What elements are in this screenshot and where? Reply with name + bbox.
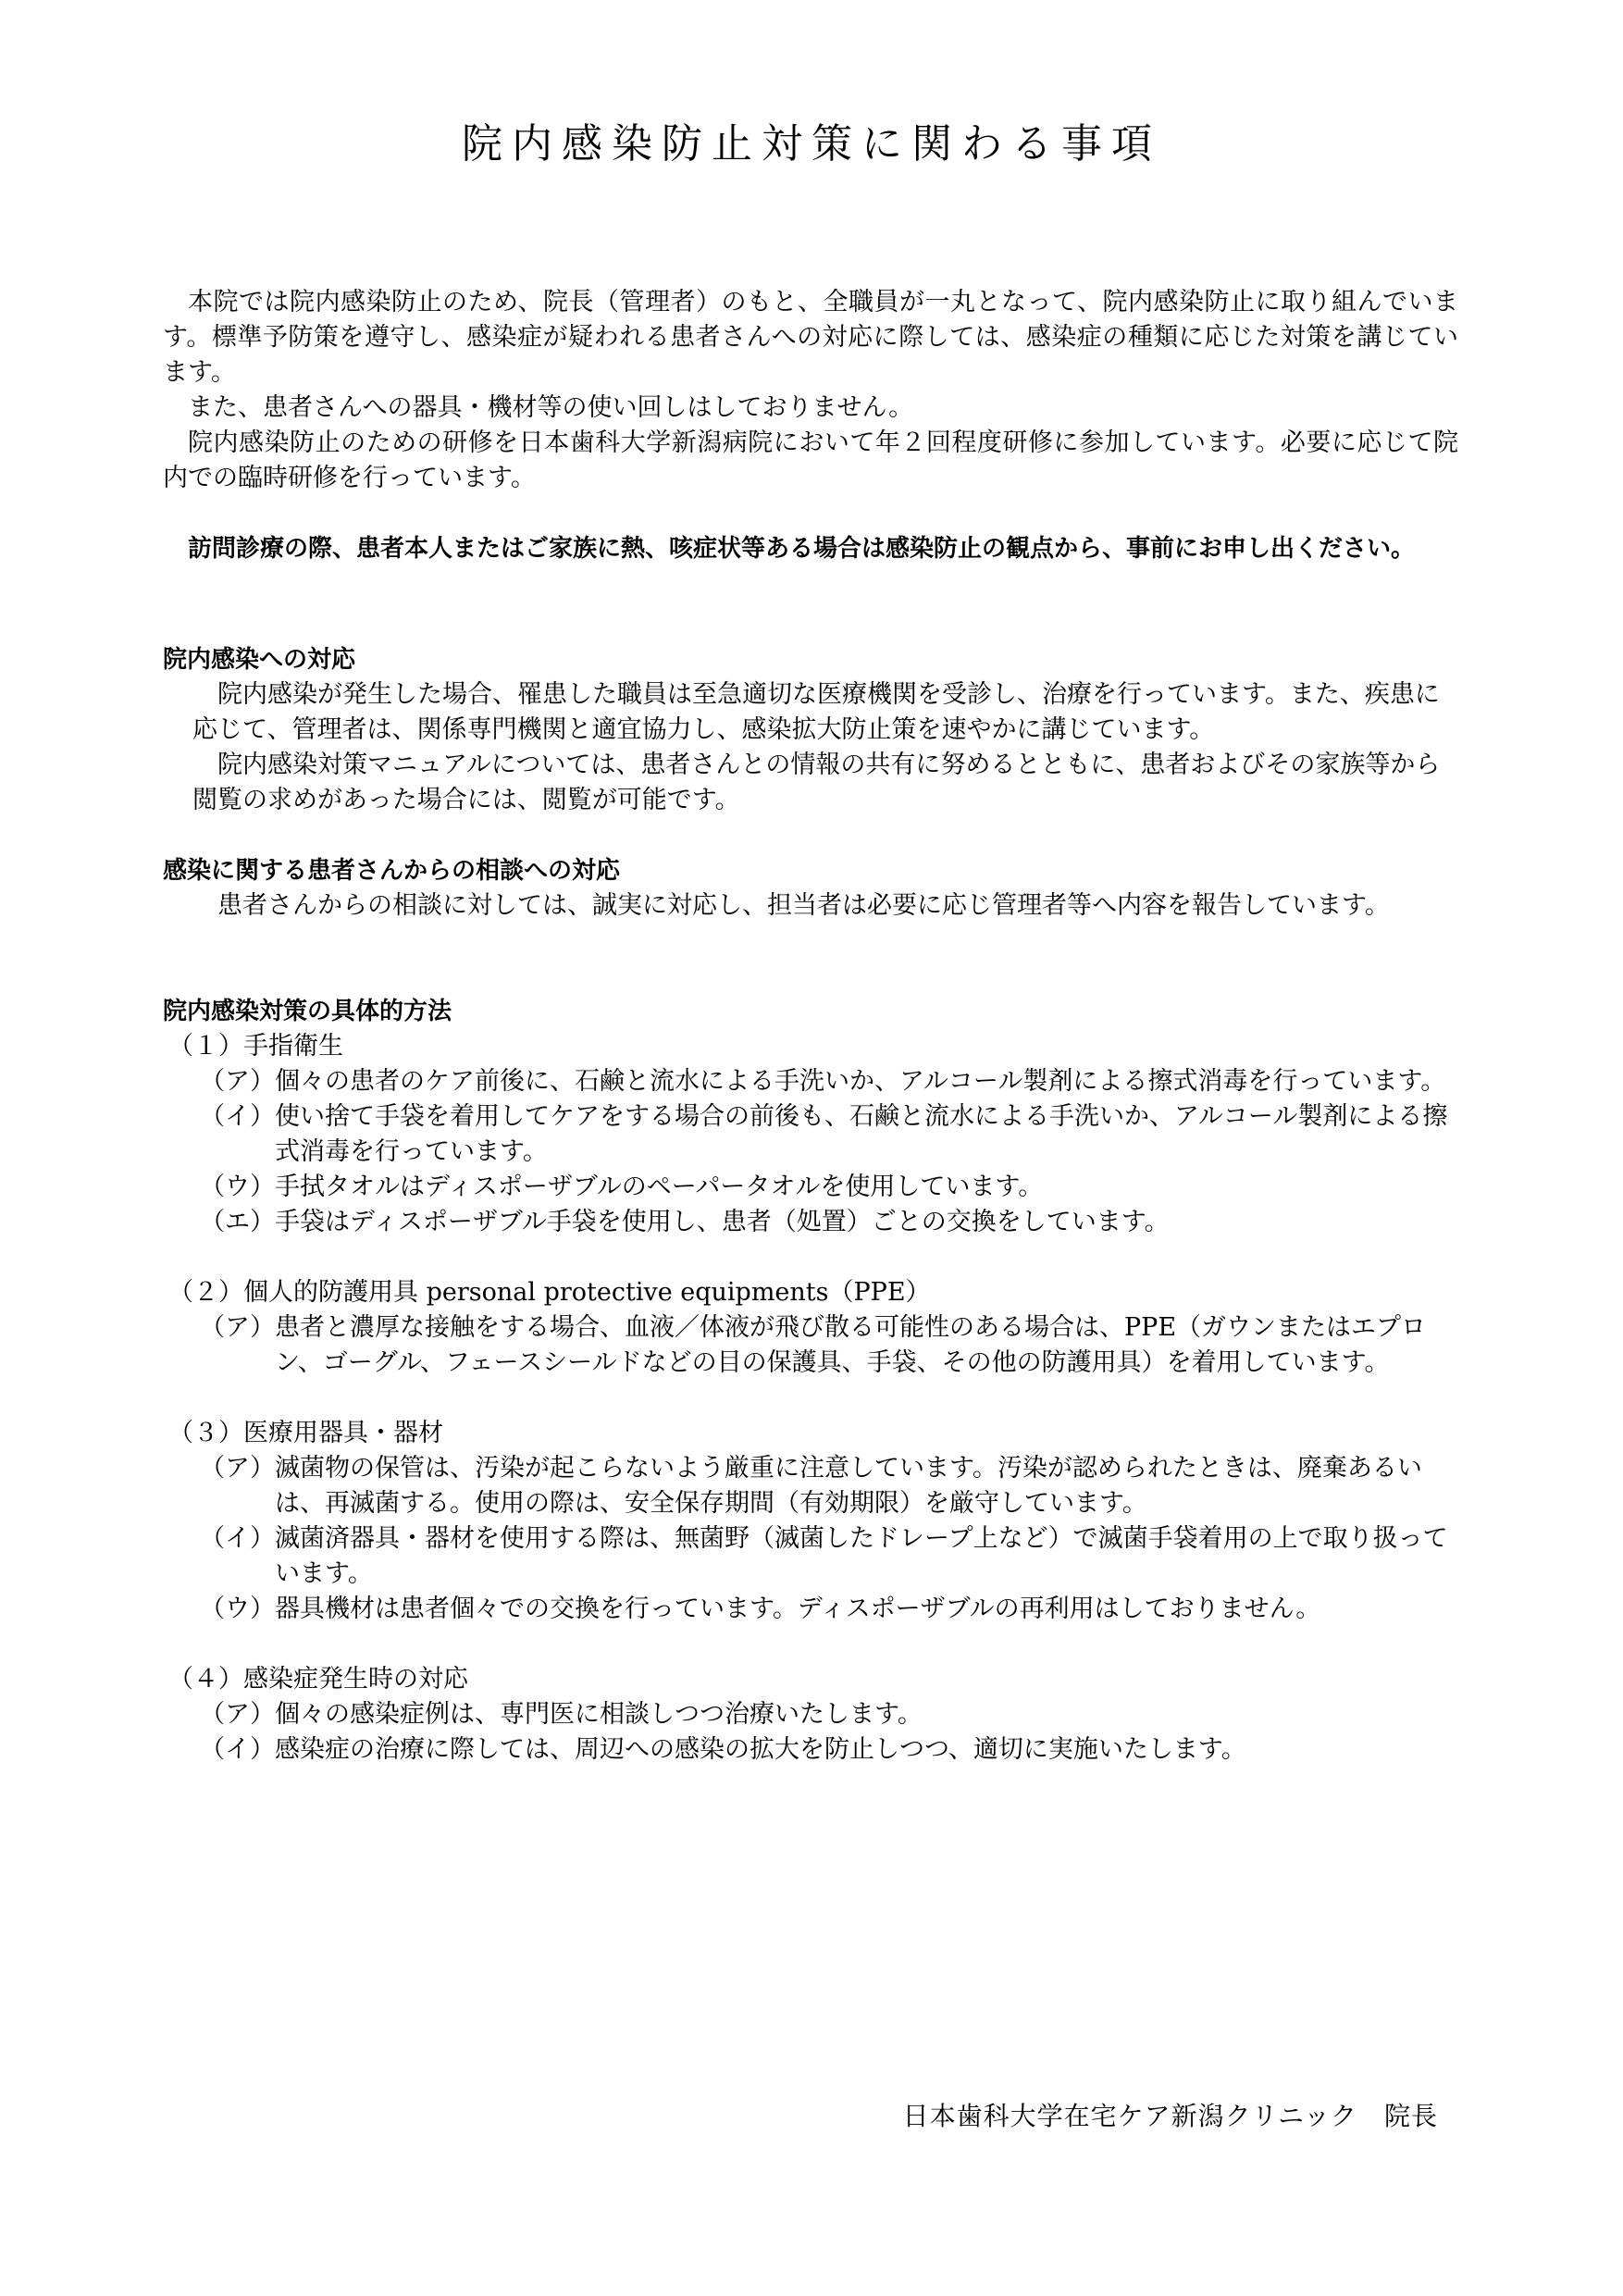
list-item <box>163 1205 1458 1240</box>
list-item <box>163 1592 1458 1627</box>
response-section <box>163 642 1458 818</box>
method-group-title: （４）感染症発生時の対応 <box>168 1665 468 1694</box>
item-label: （ウ） <box>200 1595 275 1623</box>
section-paragraph: 患者さんからの相談に対しては、誠実に対応し、担当者は必要に応じ管理者等へ内容を報告しています。 <box>217 891 1390 920</box>
item-label: （エ） <box>200 1208 275 1236</box>
item-text: 滅菌物の保管は、汚染が起こらないよう厳重に注意しています。汚染が認められたときは、廃棄あるいは、再滅菌する。使用の際は、安全保存期間（有効期限）を厳守しています。 <box>275 1454 1422 1518</box>
section-heading: 院内感染への対応 <box>163 646 356 674</box>
item-text: 器具機材は患者個々での交換を行っています。ディスポーザブルの再利用はしておりません。 <box>275 1595 1321 1623</box>
method-group-title: （３）医療用器具・器材 <box>168 1419 443 1447</box>
list-item <box>163 1732 1458 1768</box>
list-item <box>163 1064 1458 1099</box>
item-text: 手袋はディスポーザブル手袋を使用し、患者（処置）ごとの交換をしています。 <box>275 1208 1170 1236</box>
method-group-title: （１）手指衛生 <box>168 1032 343 1061</box>
list-item <box>163 1451 1458 1521</box>
item-text: 手拭タオルはディスポーザブルのペーパータオルを使用しています。 <box>275 1173 1044 1201</box>
item-label: （イ） <box>200 1524 275 1553</box>
intro-section <box>163 285 1458 566</box>
item-text: 患者と濃厚な接触をする場合、血液／体液が飛び散る可能性のある場合は、PPE（ガウンまたはエプロン、ゴーグル、フェースシールドなどの目の保護具、手袋、その他の防護用具）を着用しています。 <box>275 1313 1427 1377</box>
intro-paragraph: 本院では院内感染防止のため、院長（管理者）のもと、全職員が一丸となって、院内感染防止に取り組んでいます。標準予防策を遵守し、感染症が疑われる患者さんへの対応に際しては、感染症の種類に応じた対策を講じています。 <box>163 288 1458 387</box>
signature: 日本歯科大学在宅ケア新潟クリニック 院長 <box>902 2101 1438 2131</box>
item-label: （ア） <box>200 1700 275 1729</box>
section-heading: 感染に関する患者さんからの相談への対応 <box>163 857 621 885</box>
section-heading: 院内感染対策の具体的方法 <box>163 998 452 1025</box>
item-text: 滅菌済器具・器材を使用する際は、無菌野（滅菌したドレープ上など）で滅菌手袋着用の上で取り扱っています。 <box>275 1524 1448 1588</box>
item-label: （イ） <box>200 1102 275 1131</box>
item-label: （ウ） <box>200 1173 275 1201</box>
intro-paragraph: 院内感染防止のための研修を日本歯科大学新潟病院において年２回程度研修に参加しています。必要に応じて院内での臨時研修を行っています。 <box>163 428 1458 492</box>
methods-section <box>163 994 1458 1768</box>
item-label: （ア） <box>200 1313 275 1342</box>
intro-paragraph: また、患者さんへの器具・機材等の使い回しはしておりません。 <box>188 393 914 422</box>
item-text: 個々の感染症例は、専門医に相談しつつ治療いたします。 <box>275 1700 923 1729</box>
section-paragraph: 院内感染対策マニュアルについては、患者さんとの情報の共有に努めるとともに、患者およびその家族等から閲覧の求めがあった場合には、閲覧が可能です。 <box>192 751 1441 814</box>
list-item <box>163 1099 1458 1170</box>
item-label: （イ） <box>200 1735 275 1764</box>
item-text: 感染症の治療に際しては、周辺への感染の拡大を防止しつつ、適切に実施いたします。 <box>275 1735 1246 1764</box>
list-item <box>163 1170 1458 1205</box>
list-item <box>163 1521 1458 1592</box>
method-group-title: （２）個人的防護用具 personal protective equipments（PPE） <box>168 1278 931 1307</box>
section-paragraph: 院内感染が発生した場合、罹患した職員は至急適切な医療機関を受診し、治療を行っています。また、疾患に応じて、管理者は、関係専門機関と適宜協力し、感染拡大防止策を速やかに講じています。 <box>192 680 1440 744</box>
list-item <box>163 1310 1458 1381</box>
item-text: 使い捨て手袋を着用してケアをする場合の前後も、石鹸と流水による手洗いか、アルコール製剤による擦式消毒を行っています。 <box>275 1102 1448 1166</box>
consult-section <box>163 853 1458 924</box>
item-label: （ア） <box>200 1067 275 1096</box>
item-text: 個々の患者のケア前後に、石鹸と流水による手洗いか、アルコール製剤による擦式消毒を行っています。 <box>275 1067 1446 1096</box>
list-item <box>163 1697 1458 1732</box>
page-title: 院内感染防止対策に関わる事項 <box>462 120 1161 168</box>
visit-notice: 訪問診療の際、患者本人またはご家族に熱、咳症状等ある場合は感染防止の観点から、事前にお申し出ください。 <box>188 535 1416 563</box>
item-label: （ア） <box>200 1454 275 1483</box>
